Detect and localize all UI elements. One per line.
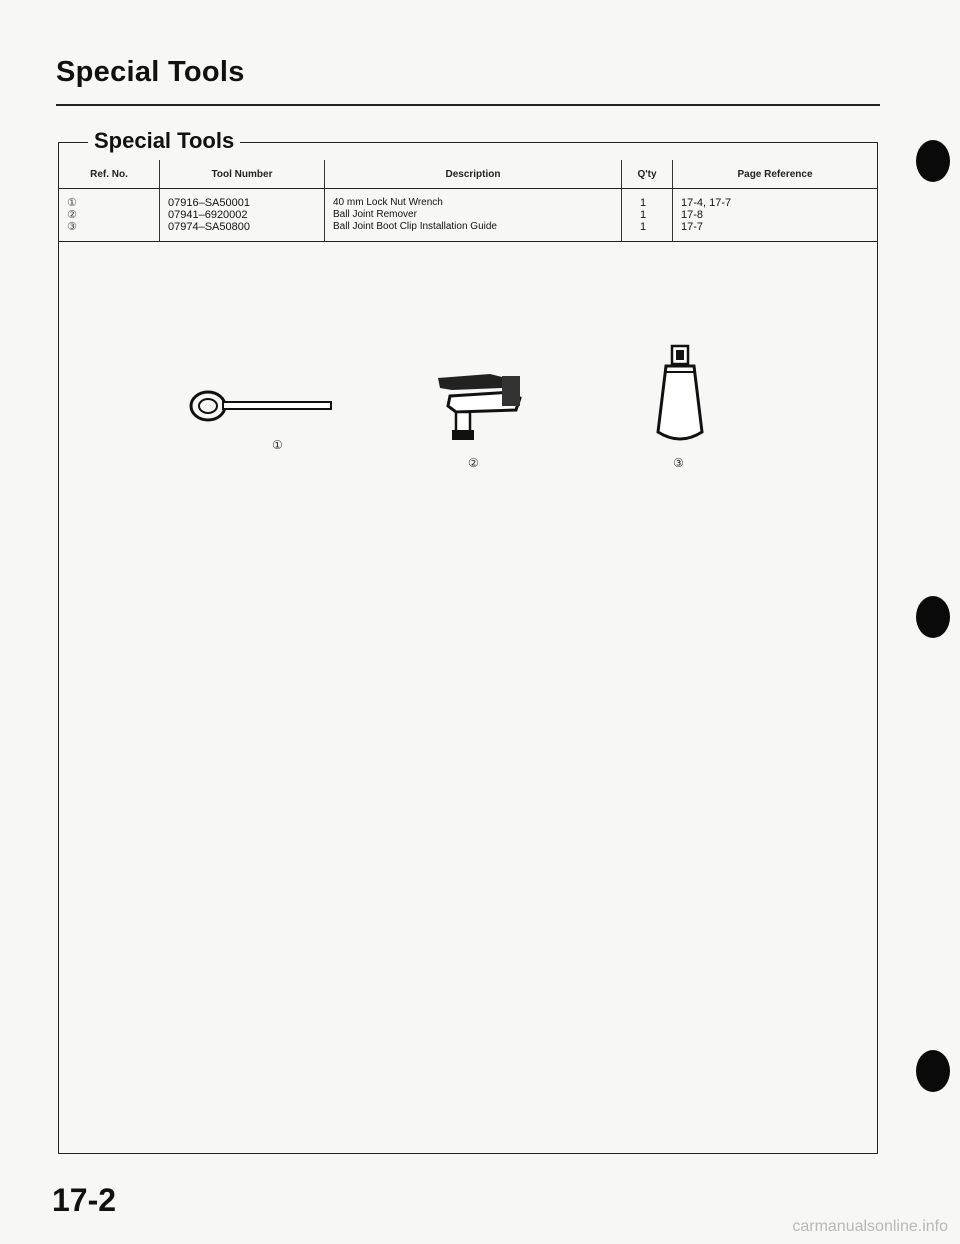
tool-quantity: 1 xyxy=(640,197,647,209)
tool-description: 40 mm Lock Nut Wrench xyxy=(333,197,443,208)
section-heading: Special Tools xyxy=(88,128,240,154)
header-page-reference: Page Reference xyxy=(673,160,878,189)
quantity-cell xyxy=(622,189,673,242)
tool-quantity: 1 xyxy=(640,221,647,233)
page-reference: 17-8 xyxy=(681,209,704,221)
tool-number-cell xyxy=(160,189,325,242)
page-reference: 17-4, 17-7 xyxy=(681,197,732,209)
description-cell xyxy=(325,189,622,242)
page-reference-cell xyxy=(673,189,878,242)
callout-2: ② xyxy=(468,456,479,470)
ref-number: ① xyxy=(67,197,77,209)
binder-hole-bottom xyxy=(916,1050,950,1092)
tool-number: 07941–6920002 xyxy=(168,209,248,221)
tool-description: Ball Joint Remover xyxy=(333,209,417,220)
tools-frame xyxy=(58,142,878,1154)
header-tool-number: Tool Number xyxy=(160,160,325,189)
callout-3: ③ xyxy=(673,456,684,470)
binder-hole-top xyxy=(916,140,950,182)
header-description: Description xyxy=(325,160,622,189)
page-title: Special Tools xyxy=(56,56,245,88)
binder-hole-middle xyxy=(916,596,950,638)
page-number: 17-2 xyxy=(52,1182,117,1218)
header-ref-no: Ref. No. xyxy=(59,160,160,189)
ref-cell xyxy=(59,189,160,242)
tool-number: 07916–SA50001 xyxy=(168,197,250,209)
special-tools-table xyxy=(59,160,877,242)
table-header-row xyxy=(59,160,877,189)
title-rule xyxy=(56,104,880,106)
callout-1: ① xyxy=(272,438,283,452)
table-row xyxy=(59,189,877,242)
ball-joint-remover-illustration xyxy=(432,366,532,446)
tool-number: 07974–SA50800 xyxy=(168,221,250,233)
lock-nut-wrench-illustration xyxy=(186,386,336,426)
page-reference: 17-7 xyxy=(681,221,704,233)
ref-number: ③ xyxy=(67,221,77,233)
boot-clip-installation-guide-illustration xyxy=(650,342,710,452)
tool-quantity: 1 xyxy=(640,209,647,221)
tool-description: Ball Joint Boot Clip Installation Guide xyxy=(333,221,497,232)
header-quantity: Q'ty xyxy=(622,160,673,189)
watermark: carmanualsonline.info xyxy=(792,1218,948,1235)
ref-number: ② xyxy=(67,209,77,221)
